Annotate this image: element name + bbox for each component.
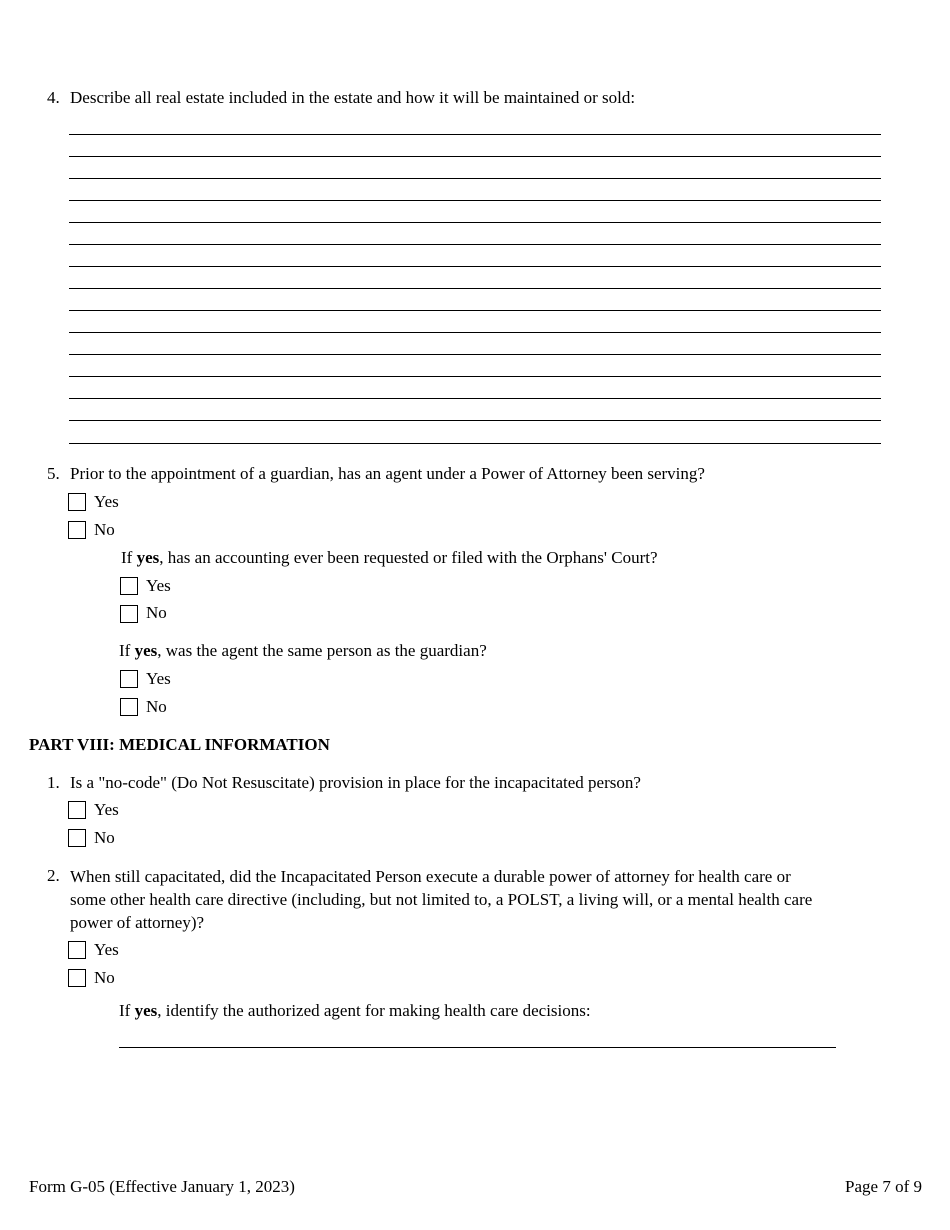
p8-q2-line3: power of attorney)? <box>70 913 205 932</box>
answer-line[interactable] <box>69 200 881 201</box>
q5-sub1-no-label: No <box>146 603 167 622</box>
q5-no-label: No <box>94 520 115 539</box>
q5-sub1-no-checkbox[interactable] <box>120 605 138 623</box>
part8-heading: PART VIII: MEDICAL INFORMATION <box>29 735 330 754</box>
q5-yes-label: Yes <box>94 492 119 511</box>
q4-number: 4. <box>47 88 60 107</box>
answer-line[interactable] <box>69 178 881 179</box>
p8-q2-yes-checkbox[interactable] <box>68 941 86 959</box>
q5-sub2-yes-checkbox[interactable] <box>120 670 138 688</box>
q5-sub2-no-label: No <box>146 697 167 716</box>
p8-q1-number: 1. <box>47 773 60 792</box>
answer-line[interactable] <box>69 376 881 377</box>
answer-line[interactable] <box>69 134 881 135</box>
q5-sub2-yes-label: Yes <box>146 669 171 688</box>
q5-sub1-yes-label: Yes <box>146 576 171 595</box>
q5-text: Prior to the appointment of a guardian, has an agent under a Power of Attorney been serving? <box>70 464 705 483</box>
p8-q2-sub-question: If yes, identify the authorized agent for making health care decisions: <box>119 1001 591 1020</box>
p8-q2-line2: some other health care directive (including, but not limited to, a POLST, a living will, or a mental health care <box>70 890 813 909</box>
answer-line[interactable] <box>69 288 881 289</box>
footer-form-id: Form G-05 (Effective January 1, 2023) <box>29 1177 295 1196</box>
p8-q1-text: Is a "no-code" (Do Not Resuscitate) provision in place for the incapacitated person? <box>70 773 641 792</box>
answer-line[interactable] <box>69 266 881 267</box>
answer-line[interactable] <box>69 156 881 157</box>
p8-q2-yes-label: Yes <box>94 940 119 959</box>
q5-sub2-no-checkbox[interactable] <box>120 698 138 716</box>
answer-line[interactable] <box>69 354 881 355</box>
p8-q1-yes-checkbox[interactable] <box>68 801 86 819</box>
footer-page-number: Page 7 of 9 <box>845 1177 922 1196</box>
answer-line[interactable] <box>69 420 881 421</box>
answer-line[interactable] <box>69 398 881 399</box>
p8-q1-no-label: No <box>94 828 115 847</box>
answer-line[interactable] <box>69 443 881 444</box>
p8-q2-no-label: No <box>94 968 115 987</box>
p8-q1-no-checkbox[interactable] <box>68 829 86 847</box>
p8-q2-no-checkbox[interactable] <box>68 969 86 987</box>
q5-sub1-question: If yes, has an accounting ever been requested or filed with the Orphans' Court? <box>121 548 658 567</box>
q5-sub1-yes-checkbox[interactable] <box>120 577 138 595</box>
answer-line[interactable] <box>69 222 881 223</box>
answer-line[interactable] <box>69 244 881 245</box>
health-agent-answer-line[interactable] <box>119 1047 836 1048</box>
q5-yes-checkbox[interactable] <box>68 493 86 511</box>
answer-line[interactable] <box>69 310 881 311</box>
q4-text: Describe all real estate included in the estate and how it will be maintained or sold: <box>70 88 636 107</box>
p8-q2-number: 2. <box>47 866 60 885</box>
q5-sub2-question: If yes, was the agent the same person as the guardian? <box>119 641 487 660</box>
p8-q2-line1: When still capacitated, did the Incapacitated Person execute a durable power of attorney for health care or <box>70 867 791 886</box>
p8-q1-yes-label: Yes <box>94 800 119 819</box>
answer-line[interactable] <box>69 332 881 333</box>
q5-no-checkbox[interactable] <box>68 521 86 539</box>
q5-number: 5. <box>47 464 60 483</box>
